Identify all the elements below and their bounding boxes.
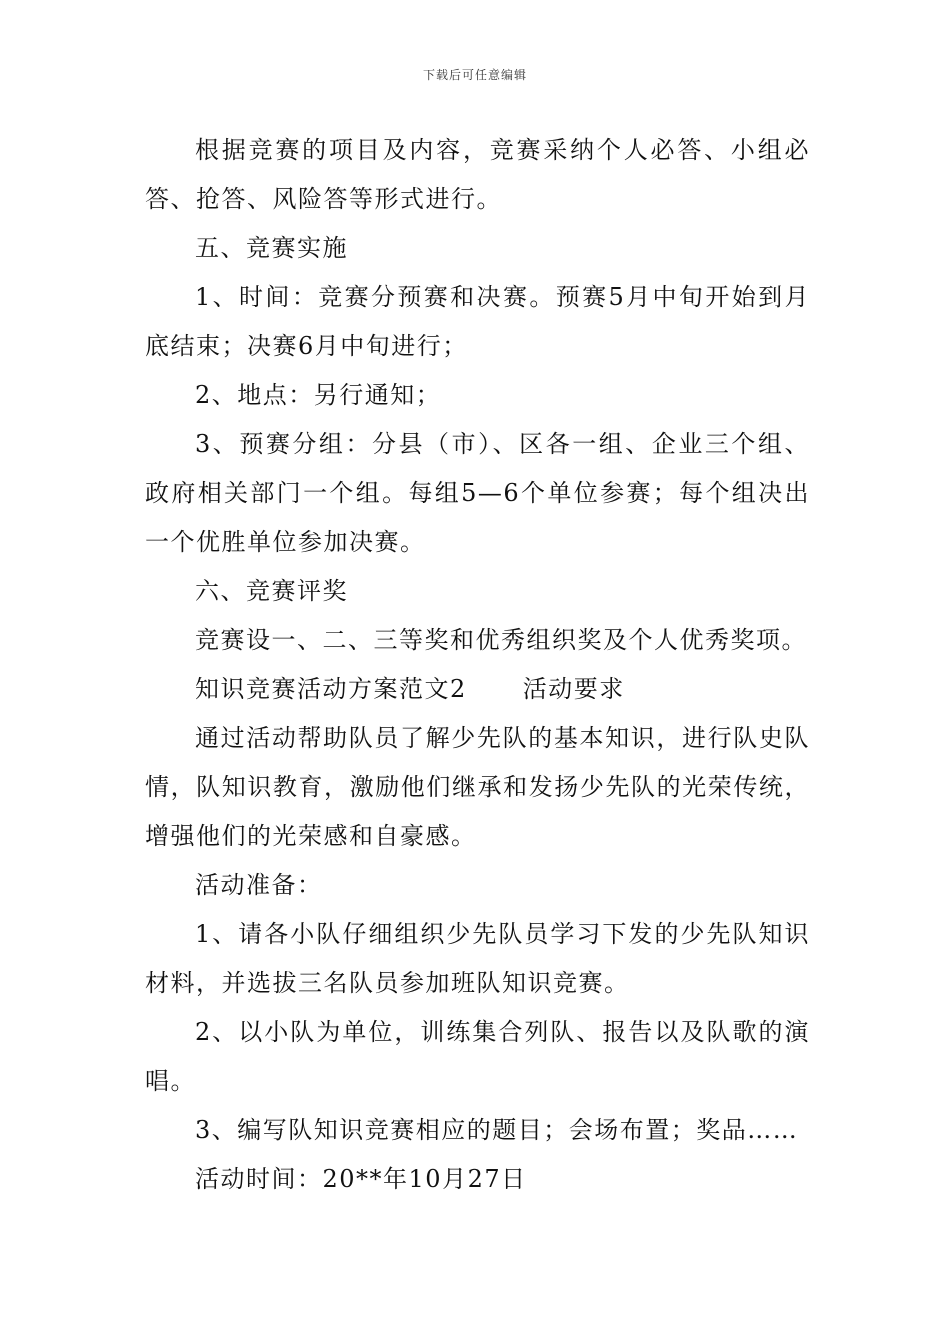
paragraph-prep-3: 3、编写队知识竞赛相应的题目；会场布置；奖品…… <box>195 1116 799 1144</box>
paragraph-activity-goal: 通过活动帮助队员了解少先队的基本知识，进行队史队情，队知识教育，激励他们继承和发扬少先队的光荣传统，增强他们的光荣感和自豪感。 <box>145 724 810 850</box>
header-note: 下载后可任意编辑 <box>422 68 527 82</box>
paragraph-location: 2、地点：另行通知； <box>195 381 442 409</box>
paragraph-activity-time: 活动时间：20**年10月27日 <box>195 1165 527 1193</box>
paragraph-prep-2: 2、以小队为单位，训练集合列队、报告以及队歌的演唱。 <box>145 1018 810 1095</box>
heading-preparation: 活动准备： <box>195 871 323 899</box>
paragraph-competition-format: 根据竞赛的项目及内容，竞赛采纳个人必答、小组必答、抢答、风险答等形式进行。 <box>145 136 810 213</box>
document-body <box>145 126 810 1204</box>
paragraph-grouping: 3、预赛分组：分县（市）、区各一组、企业三个组、政府相关部门一个组。每组5—6个单位参赛；每个组决出一个优胜单位参加决赛。 <box>145 430 810 556</box>
heading-implementation: 五、竞赛实施 <box>195 234 348 262</box>
section-title: 知识竞赛活动方案范文2 <box>195 675 467 703</box>
paragraph-prep-1: 1、请各小队仔细组织少先队员学习下发的少先队知识材料，并选拔三名队员参加班队知识竞赛。 <box>145 920 810 997</box>
paragraph-time: 1、时间：竞赛分预赛和决赛。预赛5月中旬开始到月底结束；决赛6月中旬进行； <box>145 283 810 360</box>
heading-awards: 六、竞赛评奖 <box>195 577 348 605</box>
paragraph-awards: 竞赛设一、二、三等奖和优秀组织奖及个人优秀奖项。 <box>195 626 807 654</box>
section-subtitle: 活动要求 <box>522 675 625 703</box>
section-title-line <box>145 665 810 714</box>
